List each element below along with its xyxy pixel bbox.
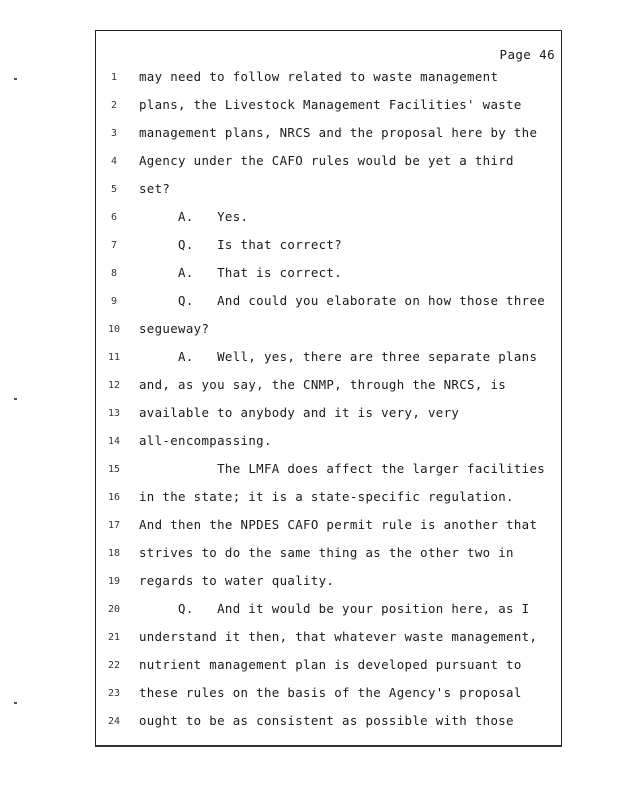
line-number: 3 [110, 128, 118, 139]
line-number: 8 [110, 268, 118, 279]
transcript-line [96, 97, 563, 117]
line-text: ought to be as consistent as possible with those [139, 713, 514, 728]
transcript-line [96, 489, 563, 509]
line-text: nutrient management plan is developed pursuant to [139, 657, 522, 672]
line-number: 12 [107, 380, 121, 391]
transcript-line [96, 545, 563, 565]
line-number: 13 [107, 408, 121, 419]
line-number: 17 [107, 520, 121, 531]
line-number: 7 [110, 240, 118, 251]
line-text: may need to follow related to waste management [139, 69, 499, 84]
transcript-line [96, 461, 563, 481]
transcript-line [96, 209, 563, 229]
transcript-line [96, 713, 563, 733]
transcript-page [95, 30, 562, 747]
line-number: 2 [110, 100, 118, 111]
transcript-line [96, 601, 563, 621]
line-text: Q. And it would be your position here, as I [139, 601, 530, 616]
line-text: segueway? [139, 321, 210, 336]
line-text: in the state; it is a state-specific regulation. [139, 489, 514, 504]
margin-mark-bottom [14, 702, 17, 704]
line-number: 18 [107, 548, 121, 559]
transcript-line [96, 377, 563, 397]
line-number: 5 [110, 184, 118, 195]
line-text: and, as you say, the CNMP, through the NRCS, is [139, 377, 507, 392]
line-number: 16 [107, 492, 121, 503]
transcript-line [96, 657, 563, 677]
line-text: regards to water quality. [139, 573, 335, 588]
margin-mark-top [14, 78, 17, 80]
line-text: Q. And could you elaborate on how those three [139, 293, 546, 308]
line-number: 9 [110, 296, 118, 307]
transcript-line [96, 321, 563, 341]
line-number: 19 [107, 576, 121, 587]
transcript-line [96, 69, 563, 89]
line-text: strives to do the same thing as the other two in [139, 545, 514, 560]
transcript-line [96, 237, 563, 257]
line-text: And then the NPDES CAFO permit rule is another that [139, 517, 538, 532]
line-text: A. That is correct. [139, 265, 343, 280]
line-number: 11 [107, 352, 121, 363]
transcript-line [96, 265, 563, 285]
line-number: 23 [107, 688, 121, 699]
line-text: A. Well, yes, there are three separate plans [139, 349, 538, 364]
line-number: 21 [107, 632, 121, 643]
line-text: all-encompassing. [139, 433, 272, 448]
line-text: The LMFA does affect the larger facilities [139, 461, 546, 476]
line-number: 20 [107, 604, 121, 615]
line-number: 6 [110, 212, 118, 223]
line-text: understand it then, that whatever waste management, [139, 629, 538, 644]
line-text: plans, the Livestock Management Facilities' waste [139, 97, 522, 112]
page-number: Page 46 [499, 47, 555, 62]
line-number: 14 [107, 436, 121, 447]
line-text: management plans, NRCS and the proposal here by the [139, 125, 538, 140]
transcript-line [96, 573, 563, 593]
transcript-line [96, 405, 563, 425]
line-text: Q. Is that correct? [139, 237, 343, 252]
transcript-line [96, 433, 563, 453]
transcript-line [96, 349, 563, 369]
transcript-line [96, 153, 563, 173]
line-text: set? [139, 181, 171, 196]
line-text: Agency under the CAFO rules would be yet a third [139, 153, 514, 168]
transcript-line [96, 517, 563, 537]
transcript-line [96, 293, 563, 313]
transcript-line [96, 181, 563, 201]
line-text: A. Yes. [139, 209, 249, 224]
line-text: these rules on the basis of the Agency's proposal [139, 685, 522, 700]
line-number: 24 [107, 716, 121, 727]
line-number: 22 [107, 660, 121, 671]
transcript-line [96, 629, 563, 649]
transcript-line [96, 685, 563, 705]
transcript-line [96, 125, 563, 145]
line-number: 4 [110, 156, 118, 167]
line-number: 10 [107, 324, 121, 335]
line-number: 15 [107, 464, 121, 475]
line-number: 1 [110, 72, 118, 83]
line-text: available to anybody and it is very, very [139, 405, 460, 420]
margin-mark-middle [14, 398, 17, 400]
